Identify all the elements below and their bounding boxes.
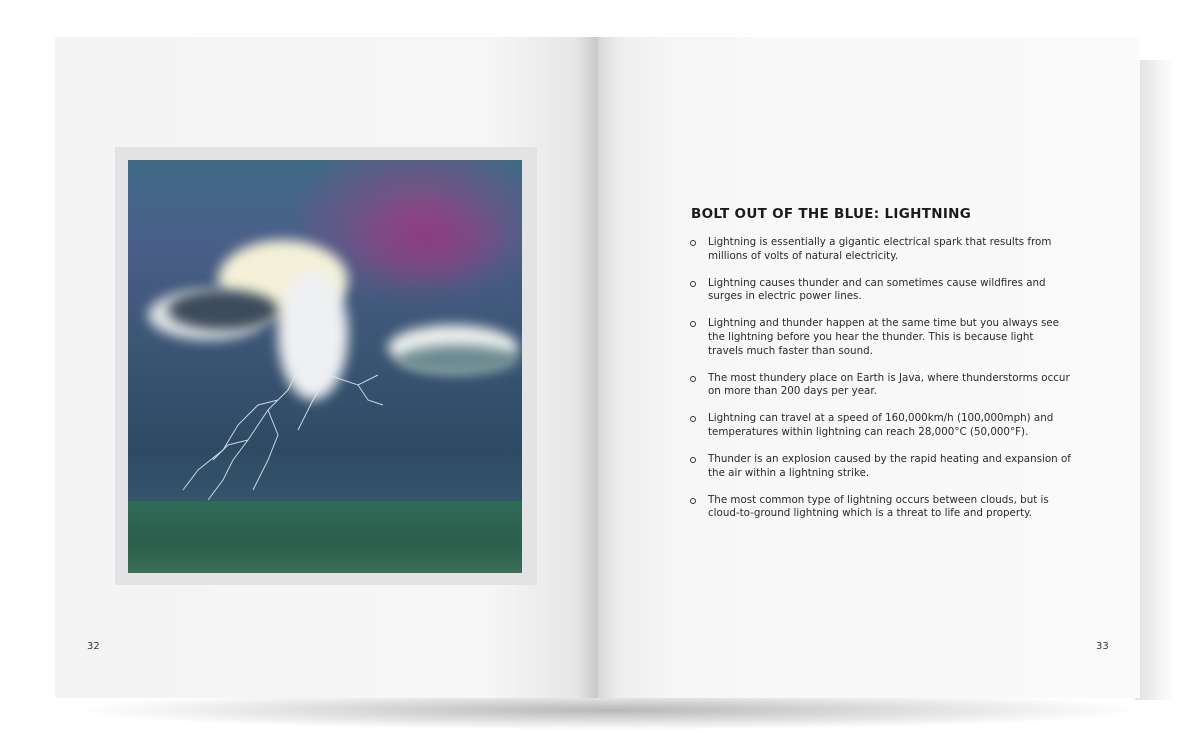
list-item [691, 372, 1071, 399]
book-edge-shadow [1135, 60, 1175, 700]
lightning-storm-painting [128, 160, 522, 573]
article [691, 206, 1071, 534]
green-field [128, 501, 522, 573]
list-item [691, 494, 1071, 521]
list-item [691, 277, 1071, 304]
fact-text: Lightning is essentially a gigantic electrical spark that results from millions of volts of natural electricity. [708, 236, 1052, 262]
bullet-icon [690, 376, 696, 382]
left-page [55, 37, 598, 698]
bullet-icon [690, 416, 696, 422]
fact-text: Lightning causes thunder and can sometimes cause wildfires and surges in electric power lines. [708, 276, 1046, 303]
bullet-icon [690, 281, 696, 287]
bullet-icon [690, 457, 696, 463]
fact-list [691, 236, 1071, 521]
page-number: 32 [87, 641, 100, 652]
page-number: 33 [1096, 641, 1109, 652]
fact-text: Lightning and thunder happen at the same time but you always see the lightning before you hear the thunder. This is because light travels much faster than sound. [708, 317, 1059, 357]
bullet-icon [690, 321, 696, 327]
fact-text: The most common type of lightning occurs between clouds, but is cloud-to-ground lightning which is a threat to life and property. [708, 493, 1049, 520]
article-title: BOLT OUT OF THE BLUE: LIGHTNING [691, 206, 972, 222]
bullet-icon [690, 240, 696, 246]
right-page [598, 37, 1140, 698]
list-item [691, 236, 1071, 263]
illustration-mat [115, 147, 537, 585]
list-item [691, 453, 1071, 480]
fact-text: Lightning can travel at a speed of 160,000km/h (100,000mph) and temperatures within lightning can reach 28,000°C (50,000°F). [708, 412, 1054, 438]
list-item [691, 317, 1071, 358]
list-item [691, 412, 1071, 439]
bullet-icon [690, 498, 696, 504]
fact-text: Thunder is an explosion caused by the rapid heating and expansion of the air within a lightning strike. [708, 453, 1071, 479]
fact-text: The most thundery place on Earth is Java, where thunderstorms occur on more than 200 days per year. [708, 371, 1070, 398]
